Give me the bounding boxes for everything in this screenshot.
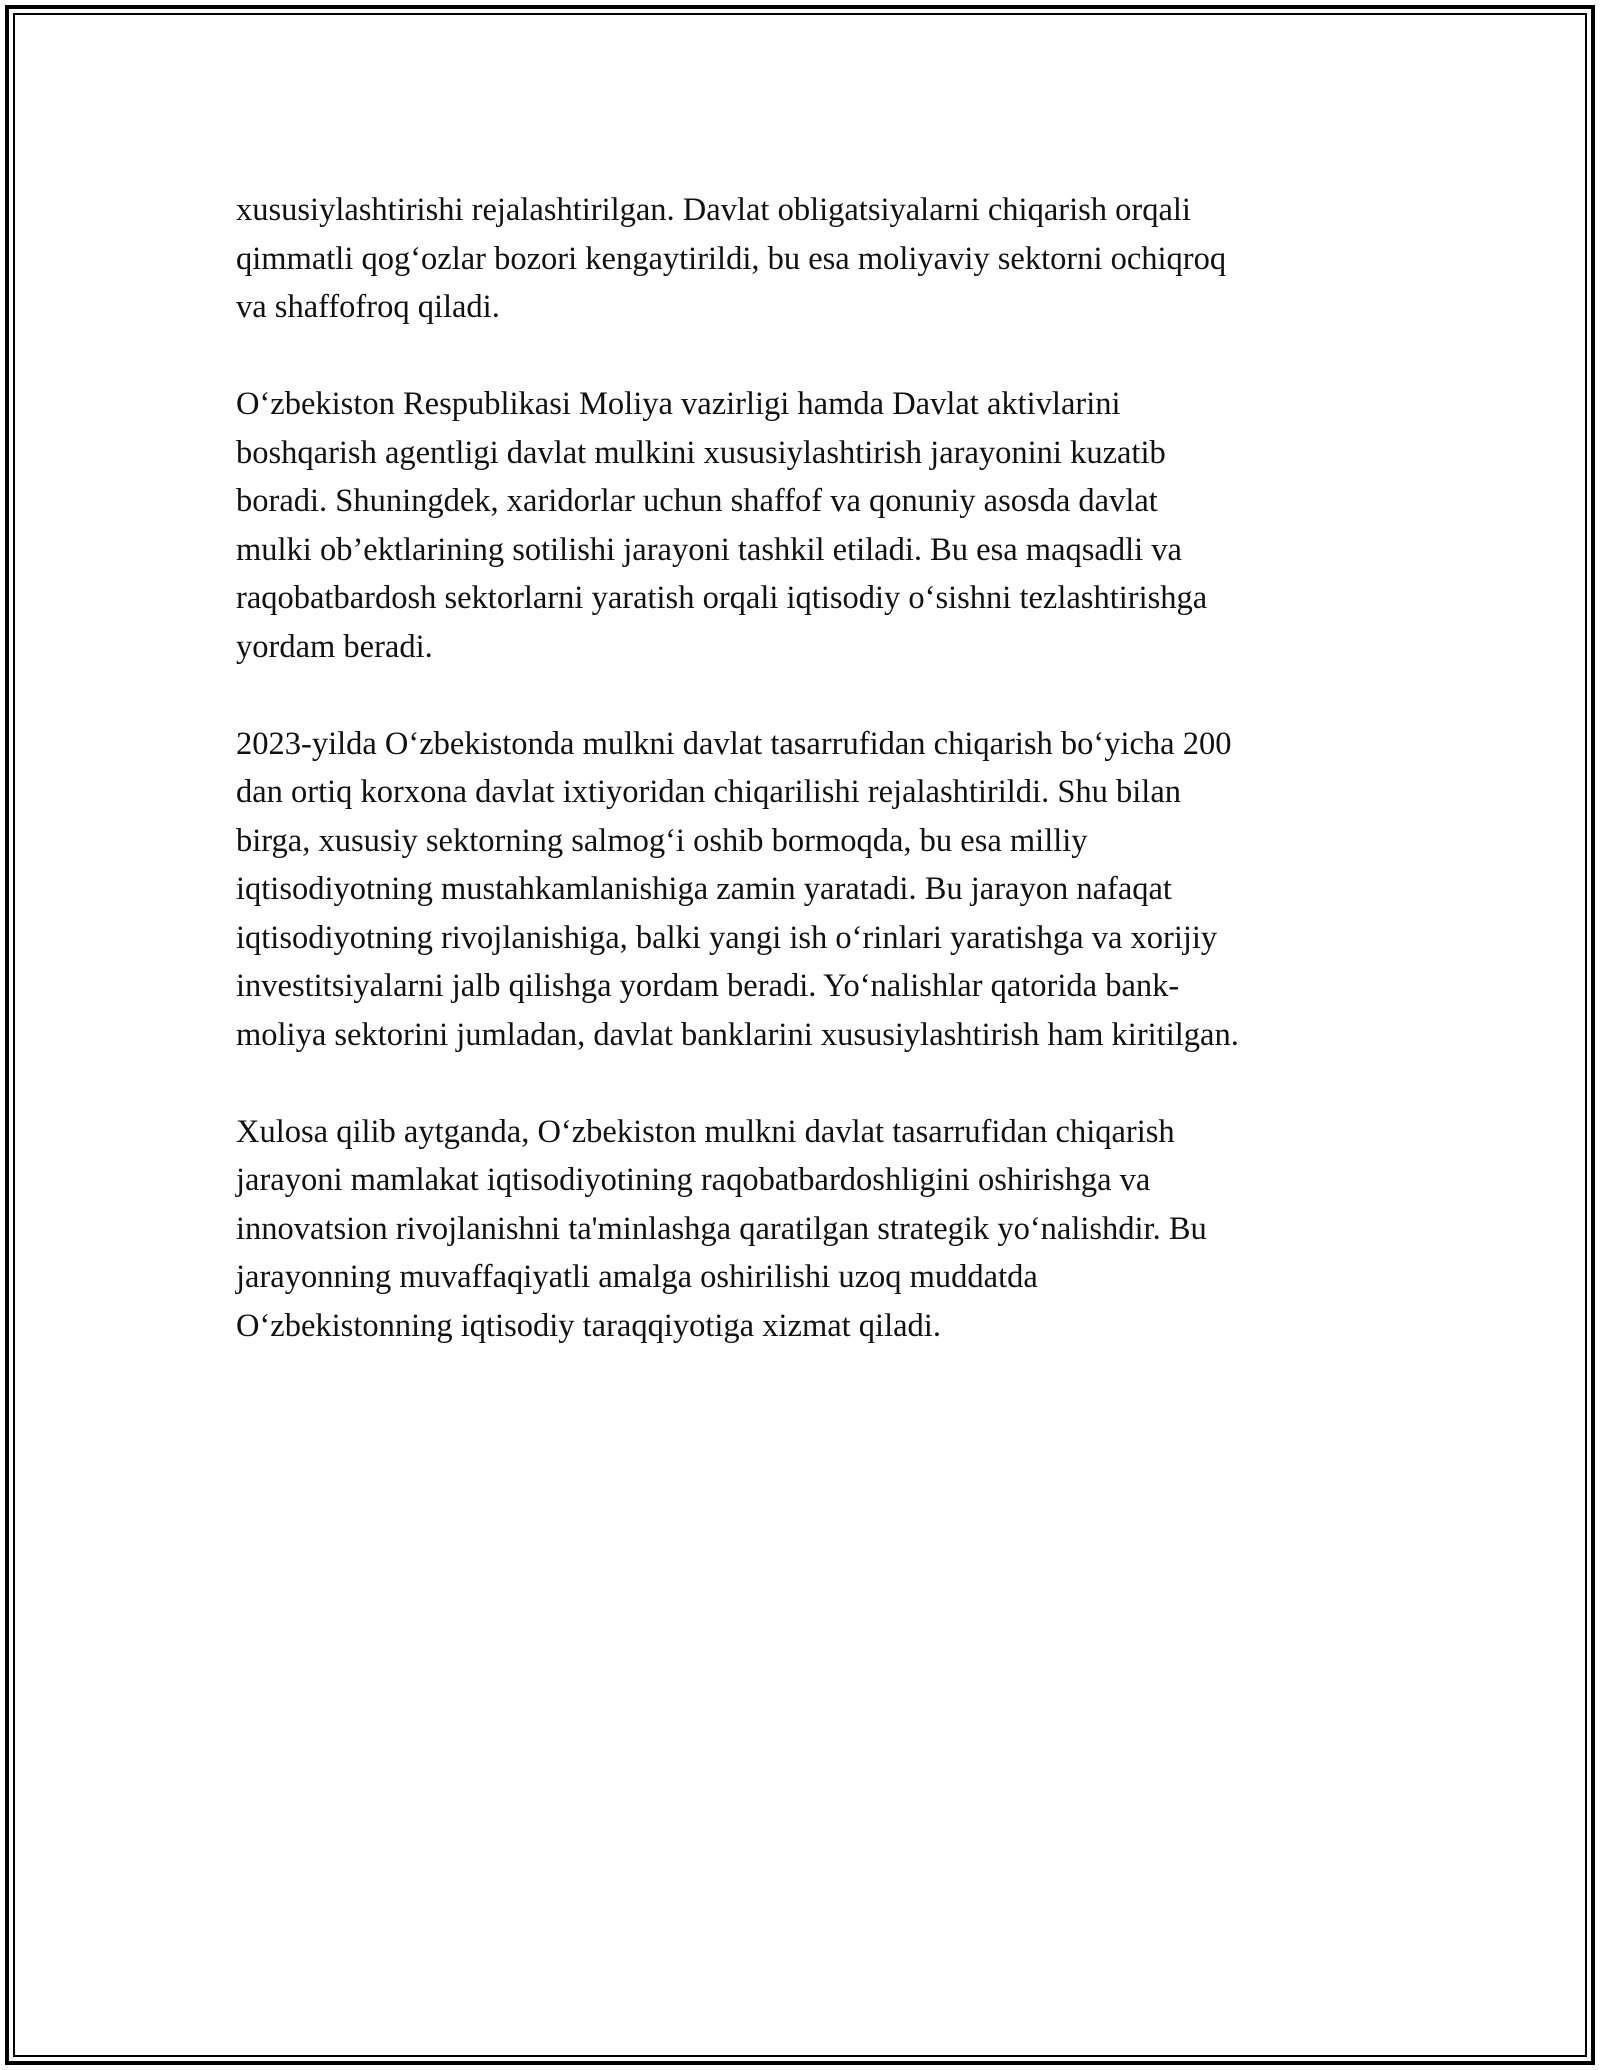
text-line: O‘zbekiston Respublikasi Moliya vazirligi hamda Davlat aktivlarini (236, 386, 1121, 422)
document-body (236, 186, 1376, 1399)
text-line: dan ortiq korxona davlat ixtiyoridan chiqarilishi rejalashtirildi. Shu bilan (236, 774, 1182, 810)
text-line: O‘zbekistonning iqtisodiy taraqqiyotiga xizmat qiladi. (236, 1307, 941, 1344)
text-line: yordam beradi. (236, 628, 433, 665)
paragraph-1 (236, 186, 1376, 332)
text-line: investitsiyalarni jalb qilishga yordam beradi. Yo‘nalishlar qatorida bank- (236, 968, 1180, 1004)
text-line: innovatsion rivojlanishni ta'minlashga qaratilgan strategik yo‘nalishdir. Bu (236, 1210, 1207, 1247)
text-line: moliya sektorini jumladan, davlat banklarini xususiylashtirish ham kiritilgan. (236, 1016, 1239, 1053)
text-line: iqtisodiyotning rivojlanishiga, balki yangi ish o‘rinlari yaratishga va xorijiy (236, 919, 1218, 956)
text-line: qimmatli qog‘ozlar bozori kengaytirildi, bu esa moliyaviy sektorni ochiqroq (236, 240, 1227, 277)
text-line: jarayonning muvaffaqiyatli amalga oshirilishi uzoq muddatda (236, 1259, 1038, 1295)
text-line: boradi. Shuningdek, xaridorlar uchun shaffof va qonuniy asosda davlat (236, 483, 1158, 519)
paragraph-2 (236, 380, 1376, 671)
text-line: Xulosa qilib aytganda, O‘zbekiston mulkni davlat tasarrufidan chiqarish (236, 1113, 1175, 1150)
text-line: 2023-yilda O‘zbekistonda mulkni davlat tasarrufidan chiqarish bo‘yicha 200 (236, 725, 1232, 762)
text-line: boshqarish agentligi davlat mulkini xususiylashtirish jarayonini kuzatib (236, 434, 1166, 471)
text-line: xususiylashtirishi rejalashtirilgan. Davlat obligatsiyalarni chiqarish orqali (236, 192, 1191, 228)
text-line: iqtisodiyotning mustahkamlanishiga zamin yaratadi. Bu jarayon nafaqat (236, 871, 1172, 907)
text-line: va shaffofroq qiladi. (236, 289, 500, 325)
text-line: birga, xususiy sektorning salmog‘i oshib bormoqda, bu esa milliy (236, 822, 1088, 859)
paragraph-3 (236, 720, 1376, 1060)
text-line: mulki ob’ektlarining sotilishi jarayoni tashkil etiladi. Bu esa maqsadli va (236, 531, 1182, 568)
text-line: jarayoni mamlakat iqtisodiyotining raqobatbardoshligini oshirishga va (236, 1162, 1151, 1198)
text-line: raqobatbardosh sektorlarni yaratish orqali iqtisodiy o‘sishni tezlashtirishga (236, 580, 1208, 616)
paragraph-4 (236, 1108, 1376, 1351)
